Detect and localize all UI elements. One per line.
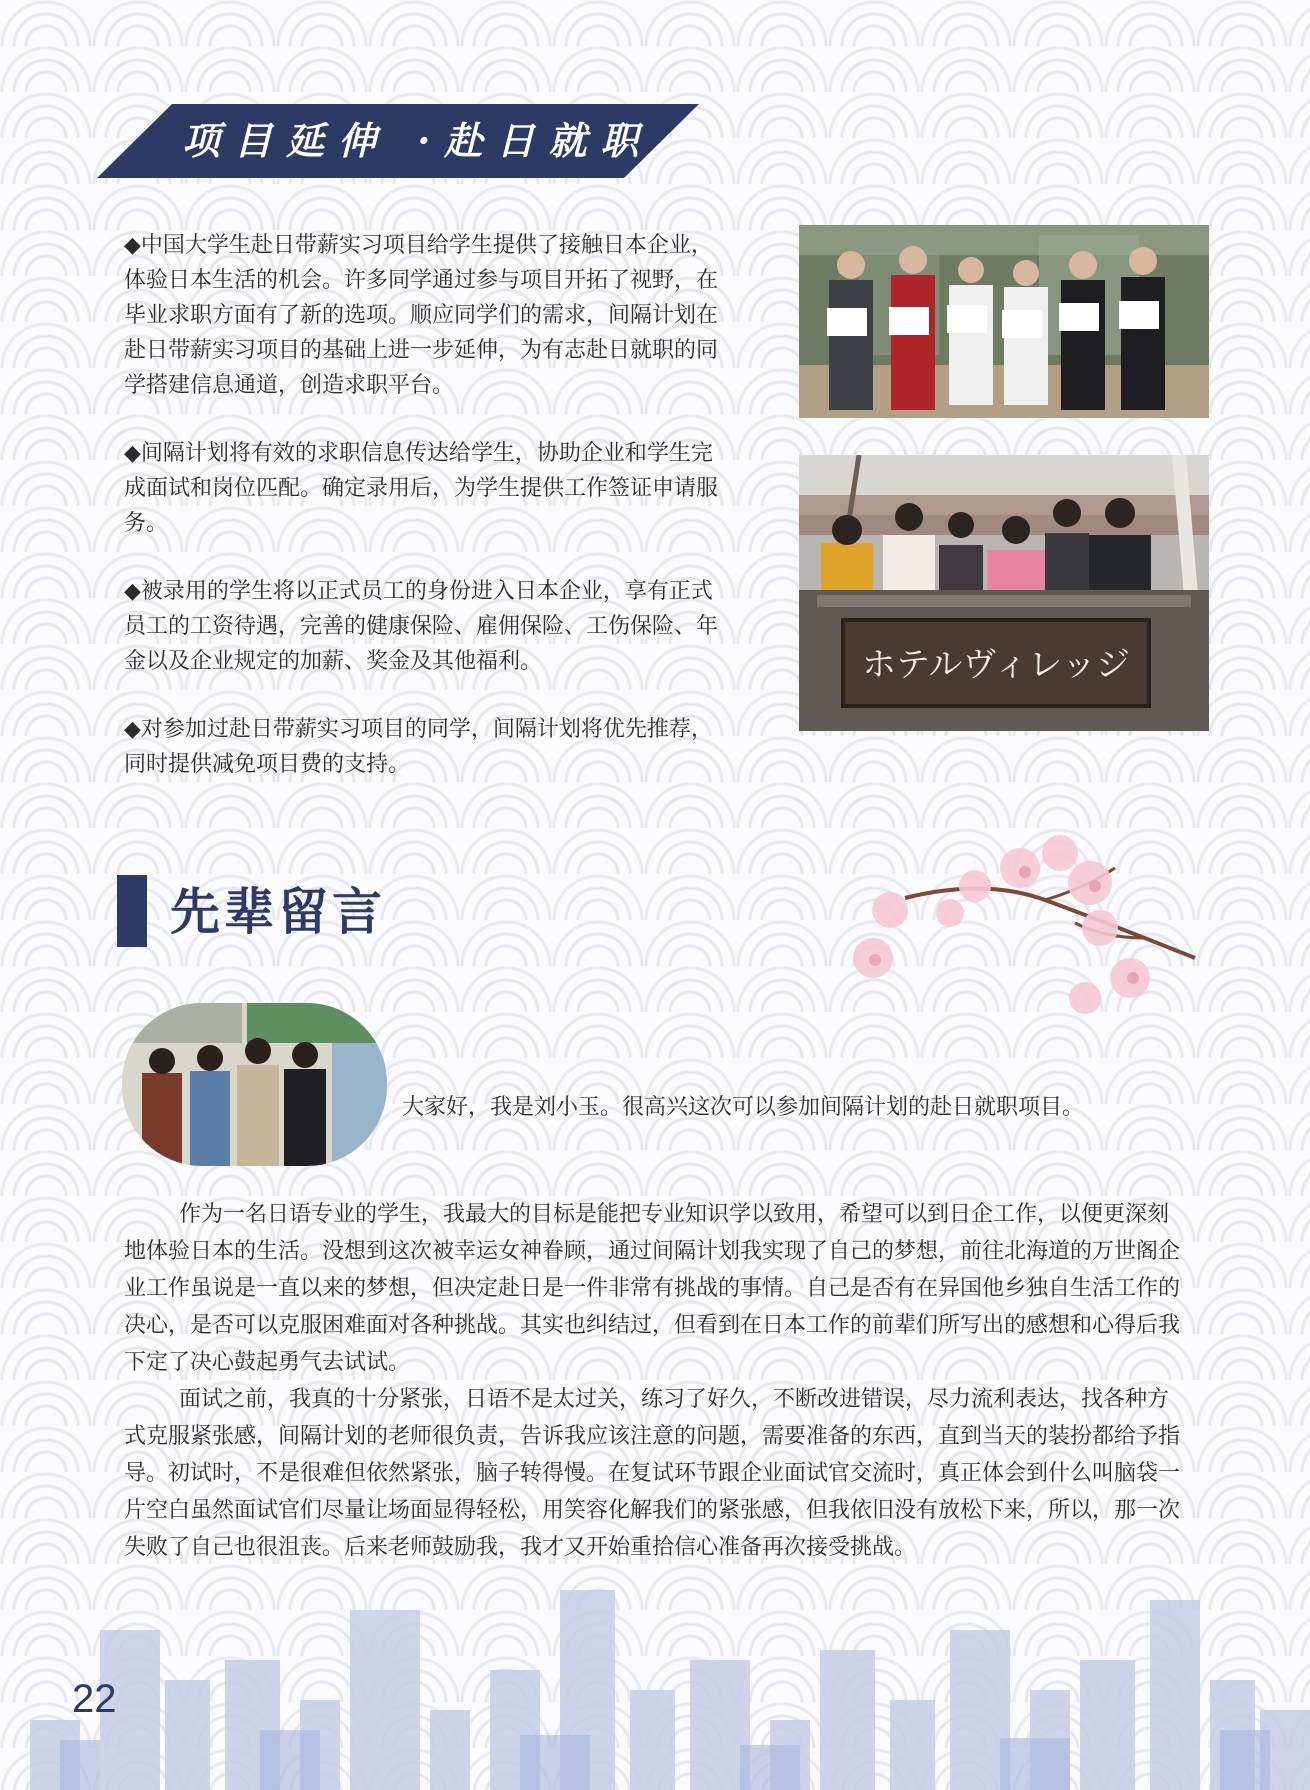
student-group-photo	[122, 1003, 387, 1166]
city-skyline-illustration	[0, 1570, 1310, 1790]
section-heading-bar	[117, 875, 147, 947]
page-number: 22	[72, 1677, 117, 1721]
testimonial-body	[124, 1196, 1184, 1566]
certificate-group-image	[799, 225, 1209, 418]
testimonial-paragraph: 作为一名日语专业的学生，我最大的目标是能把专业知识学以致用，希望可以到日企工作，以便更深刻地体验日本的生活。没想到这次被幸运女神眷顾，通过间隔计划我实现了自己的梦想，前往北海道的万世阁企业工作虽说是一直以来的梦想，但决定赴日是一件非常有挑战的事情。自己是否有在异国他乡独自生活工作的决心，是否可以克服困难面对各种挑战。其实也纠结过，但看到在日本工作的前辈们所写出的感想和心得后我下定了决心鼓起勇气去试试。	[124, 1202, 1181, 1375]
hotel-sign-text: ホテルヴィレッジ	[862, 645, 1130, 685]
certificate-group-photo	[799, 225, 1209, 418]
hotel-group-image	[799, 455, 1209, 731]
student-group-image	[122, 1003, 387, 1166]
hotel-group-photo	[799, 455, 1209, 731]
intro-paragraph: ◆间隔计划将有效的求职信息传达给学生，协助企业和学生完成面试和岗位匹配。确定录用后，为学生提供工作签证申请服务。	[124, 441, 719, 536]
intro-paragraph: ◆对参加过赴日带薪实习项目的同学，间隔计划将优先推荐，同时提供减免项目费的支持。	[124, 717, 713, 777]
testimonial-greeting: 大家好，我是刘小玉。很高兴这次可以参加间隔计划的赴日就职项目。	[402, 1095, 1085, 1120]
banner-title: 项目延伸 ·赴日就职	[182, 118, 653, 163]
cherry-blossom-illustration	[845, 828, 1205, 1018]
intro-text	[124, 228, 734, 815]
testimonial-paragraph: 面试之前，我真的十分紧张，日语不是太过关，练习了好久，不断改进错误，尽力流利表达，找各种方式克服紧张感，间隔计划的老师很负责，告诉我应该注意的问题，需要准备的东西，直到当天的装扮都给予指导。初试时，不是很难但依然紧张，脑子转得慢。在复试环节跟企业面试官交流时，真正体会到什么叫脑袋一片空白虽然面试官们尽量让场面显得轻松，用笑容化解我们的紧张感，但我依旧没有放松下来，所以，那一次失败了自己也很沮丧。后来老师鼓励我，我才又开始重拾信心准备再次接受挑战。	[124, 1387, 1181, 1560]
intro-paragraph: ◆中国大学生赴日带薪实习项目给学生提供了接触日本企业，体验日本生活的机会。许多同学通过参与项目开拓了视野，在毕业求职方面有了新的选项。顺应同学们的需求，间隔计划在赴日带薪实习项目的基础上进一步延伸，为有志赴日就职的同学搭建信息通道，创造求职平台。	[124, 233, 719, 398]
section-title: 先辈留言	[170, 882, 386, 941]
intro-paragraph: ◆被录用的学生将以正式员工的身份进入日本企业，享有正式员工的工资待遇，完善的健康保险、雇佣保险、工伤保险、年金以及企业规定的加薪、奖金及其他福利。	[124, 579, 719, 674]
